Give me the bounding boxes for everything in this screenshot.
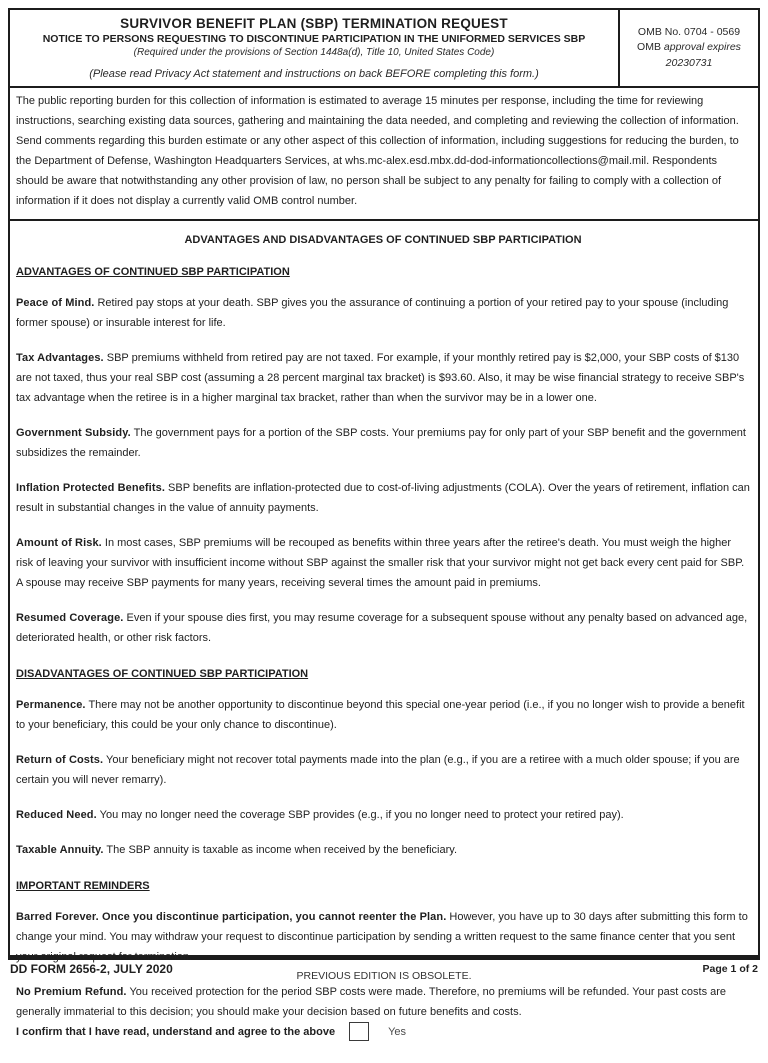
reminders-heading: IMPORTANT REMINDERS xyxy=(16,880,150,892)
paragraph-text: You may no longer need the coverage SBP provides (e.g., if you no longer need to protect your retired pay). xyxy=(96,809,624,821)
paragraph-text: The SBP annuity is taxable as income when received by the beneficiary. xyxy=(103,844,458,856)
paragraph-lead: Barred Forever. Once you discontinue participation, you cannot reenter the Plan. xyxy=(16,911,447,923)
paragraph-lead: Return of Costs. xyxy=(16,754,104,766)
form-header-titles xyxy=(10,10,618,86)
omb-expires-date: 20230731 xyxy=(665,56,713,69)
paragraph-lead: Resumed Coverage. xyxy=(16,612,124,624)
paragraph-text: Your beneficiary might not recover total payments made into the plan (e.g., if you are a retiree with a much older spouse; if you are certain you will never remarry). xyxy=(16,754,740,786)
form-paragraph xyxy=(16,478,750,518)
form-paragraph xyxy=(16,423,750,463)
form-id: DD FORM 2656-2, JULY 2020 xyxy=(10,962,173,976)
paragraph-lead: Permanence. xyxy=(16,699,86,711)
form-paragraph xyxy=(16,840,750,860)
omb-box xyxy=(618,10,758,86)
page-number: Page 1 of 2 xyxy=(702,963,758,975)
form-header xyxy=(10,10,758,88)
paragraph-text: There may not be another opportunity to discontinue beyond this special one-year period (i.e., if you no longer wish to provide a benefit to your beneficiary, this could be your only chance to discontinue). xyxy=(16,699,745,731)
omb-expires-text: approval expires xyxy=(663,41,741,54)
omb-expires-label xyxy=(622,40,756,55)
form-paragraph xyxy=(16,907,750,967)
confirm-row xyxy=(16,1022,750,1041)
advantages-heading: ADVANTAGES OF CONTINUED SBP PARTICIPATION xyxy=(16,266,290,278)
paragraph-text: Retired pay stops at your death. SBP gives you the assurance of continuing a portion of your retired pay to your spouse (including former spouse) or insurable interest for life. xyxy=(16,297,729,329)
confirm-yes-label: Yes xyxy=(388,1025,407,1038)
form-subtitle: NOTICE TO PERSONS REQUESTING TO DISCONTINUE PARTICIPATION IN THE UNIFORMED SERVICES SBP xyxy=(42,33,586,45)
paragraph-text: In most cases, SBP premiums will be recouped as benefits within three years after the retiree's death. You must weigh the higher risk of leaving your survivor with insufficient income without SBP against the smaller risk that your survivor might not get back every cent paid for SBP. A spouse may receive SBP payments for many years, receiving several times the amount paid in premiums. xyxy=(16,537,745,589)
paragraph-text: Even if your spouse dies first, you may resume coverage for a subsequent spouse without any penalty based on advanced age, deteriorated health, or other risk factors. xyxy=(16,612,748,644)
paragraph-text: However, you have up to 30 days after submitting this form to change your mind. You may withdraw your request to discontinue participation by sending a written request to the same finance center that you sent your original request for termination. xyxy=(16,911,748,963)
form-paragraph xyxy=(16,293,750,333)
advantages-list xyxy=(16,278,750,648)
form-title: SURVIVOR BENEFIT PLAN (SBP) TERMINATION REQUEST xyxy=(120,16,508,31)
paragraph-text: SBP benefits are inflation-protected due to cost-of-living adjustments (COLA). Over the years of retirement, inflation can result in substantial changes in the value of annuity payments. xyxy=(16,482,750,514)
confirm-yes-checkbox[interactable] xyxy=(349,1022,369,1041)
paragraph-text: You received protection for the period SBP costs were made. Therefore, no premiums will be refunded. Your past costs are generally immaterial to this decision; you should make your decision based on future benefits and costs. xyxy=(16,986,727,1018)
form-paragraph xyxy=(16,533,750,593)
paragraph-text: The government pays for a portion of the SBP costs. Your premiums pay for only part of your SBP benefit and the government subsidizes the remainder. xyxy=(16,427,746,459)
disadvantages-heading: DISADVANTAGES OF CONTINUED SBP PARTICIPATION xyxy=(16,668,309,680)
edition-note: PREVIOUS EDITION IS OBSOLETE. xyxy=(296,970,472,982)
omb-prefix: OMB xyxy=(637,41,661,54)
form-footer xyxy=(8,960,760,1000)
form-authority-note: (Required under the provisions of Section 1448a(d), Title 10, United States Code) xyxy=(133,47,495,58)
disadvantages-list xyxy=(16,680,750,860)
paragraph-text: SBP premiums withheld from retired pay are not taxed. For example, if your monthly retired pay is $2,000, your SBP costs of $130 are not taxed, thus your real SBP cost (assuming a 28 percent marginal tax bracket) is $93.60. Also, it may be wise financial strategy to receive SBP's tax advantage when the retiree is in a higher marginal tax bracket, rather than when the survivor may be in a lower one. xyxy=(16,352,745,404)
paragraph-lead: Peace of Mind. xyxy=(16,297,95,309)
form-paragraph xyxy=(16,348,750,408)
paragraph-lead: Taxable Annuity. xyxy=(16,844,104,856)
reminders-list xyxy=(16,892,750,1022)
paragraph-lead: Tax Advantages. xyxy=(16,352,104,364)
burden-statement: The public reporting burden for this collection of information is estimated to average 15 minutes per response, including the time for reviewing instructions, searching existing data sources, gathering and maintaining the data needed, and completing and reviewing the collection of information. Send comments regarding this burden estimate or any other aspect of this collection of information, including suggestions for reducing the burden, to the Department of Defense, Washington Headquarters Services, at whs.mc-alex.esd.mbx.dd-dod-informationcollections@mail.mil. Respondents should be aware that notwithstanding any other provision of law, no person shall be subject to any penalty for failing to comply with a collection of information if it does not display a currently valid OMB control number. xyxy=(10,88,758,221)
paragraph-lead: Amount of Risk. xyxy=(16,537,102,549)
section-title: ADVANTAGES AND DISADVANTAGES OF CONTINUED SBP PARTICIPATION xyxy=(184,234,582,246)
form-paragraph xyxy=(16,750,750,790)
confirm-label: I confirm that I have read, understand and agree to the above xyxy=(16,1025,336,1038)
form-main-content xyxy=(10,221,758,1063)
paragraph-lead: Inflation Protected Benefits. xyxy=(16,482,165,494)
omb-number: OMB No. 0704 - 0569 xyxy=(637,26,741,39)
form-privacy-note: (Please read Privacy Act statement and instructions on back BEFORE completing this form.) xyxy=(89,68,539,80)
paragraph-lead: No Premium Refund. xyxy=(16,986,127,998)
form-paragraph xyxy=(16,608,750,648)
paragraph-lead: Reduced Need. xyxy=(16,809,97,821)
form-paragraph xyxy=(16,695,750,735)
form-paragraph xyxy=(16,805,750,825)
paragraph-lead: Government Subsidy. xyxy=(16,427,131,439)
